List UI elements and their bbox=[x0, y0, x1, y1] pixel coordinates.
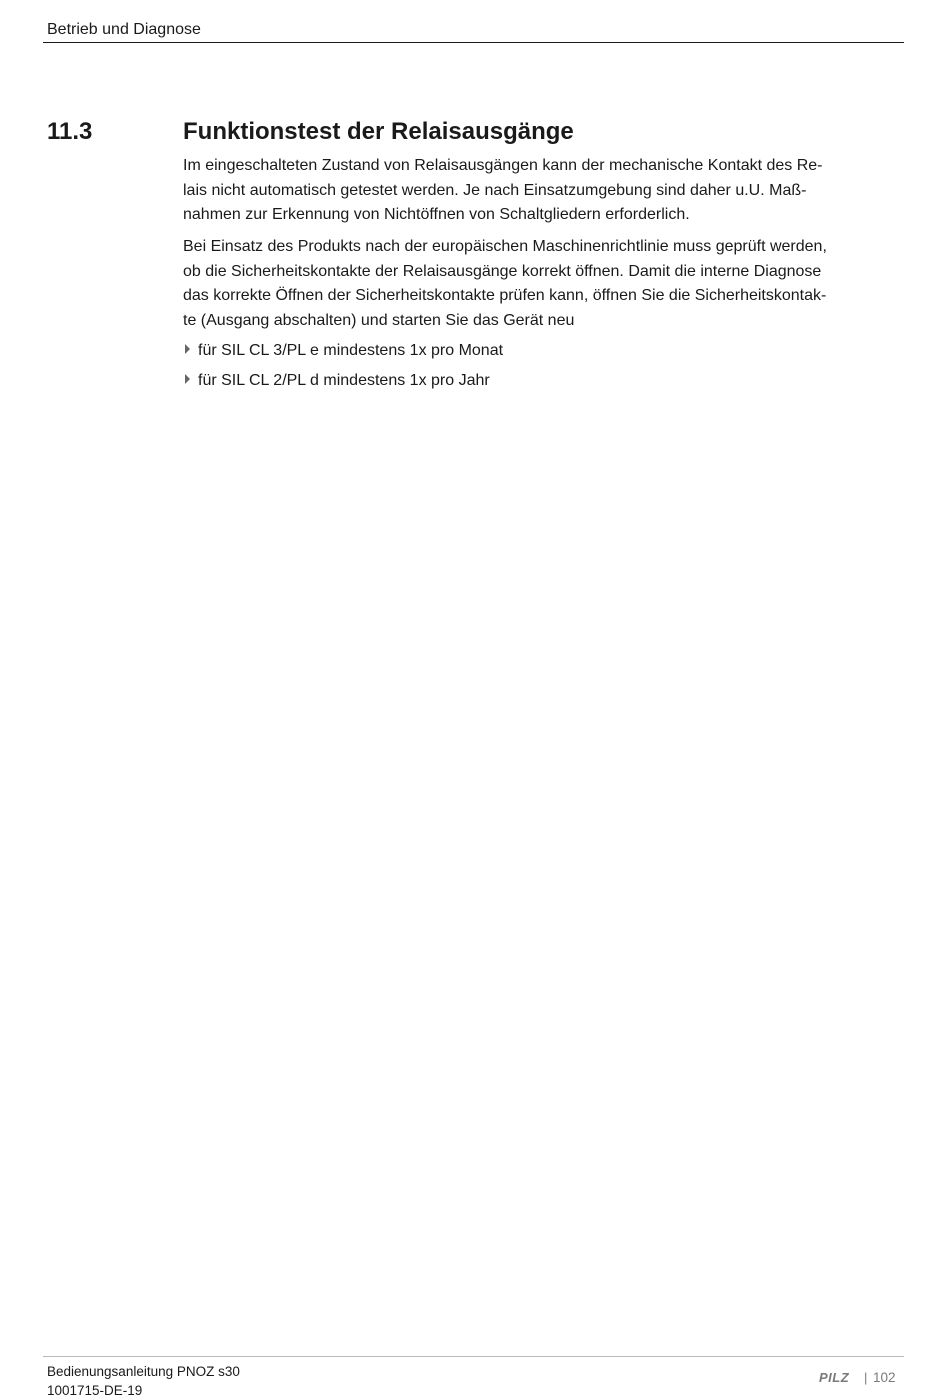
page-number: 102 bbox=[873, 1370, 896, 1385]
paragraph-line: ob die Sicherheitskontakte der Relaisausgänge korrekt öffnen. Damit die interne Diagnose bbox=[183, 262, 822, 280]
list-item-text: für SIL CL 3/PL e mindestens 1x pro Monat bbox=[198, 342, 504, 359]
document-number: 1001715-DE-19 bbox=[47, 1383, 143, 1398]
paragraph-line: te (Ausgang abschalten) und starten Sie das Gerät neu bbox=[183, 312, 575, 330]
pilz-logo: PILZ bbox=[819, 1370, 850, 1385]
running-header: Betrieb und Diagnose bbox=[47, 21, 201, 38]
footer-divider bbox=[43, 1356, 904, 1357]
paragraph-line: Im eingeschalteten Zustand von Relaisausgängen kann der mechanische Kontakt des Re- bbox=[183, 157, 823, 174]
triangle-bullet-icon bbox=[185, 374, 190, 384]
list-item bbox=[183, 340, 503, 362]
list-item bbox=[183, 370, 490, 392]
paragraph-line: Bei Einsatz des Produkts nach der europäischen Maschinenrichtlinie muss geprüft werden, bbox=[183, 238, 827, 255]
paragraph-machinery-directive bbox=[183, 235, 903, 334]
page-separator: | bbox=[864, 1370, 868, 1385]
list-item-text: für SIL CL 2/PL d mindestens 1x pro Jahr bbox=[198, 372, 490, 389]
footer-info bbox=[47, 1362, 240, 1400]
manual-title: Bedienungsanleitung PNOZ s30 bbox=[47, 1364, 240, 1379]
paragraph-line: nahmen zur Erkennung von Nichtöffnen von Schaltgliedern erforderlich. bbox=[183, 206, 690, 224]
triangle-bullet-icon bbox=[185, 344, 190, 354]
paragraph-line: das korrekte Öffnen der Sicherheitskontakte prüfen kann, öffnen Sie die Sicherheitskontak- bbox=[183, 287, 827, 305]
section-number: 11.3 bbox=[47, 118, 93, 145]
header-divider bbox=[43, 42, 904, 43]
paragraph-relay-test-intro bbox=[183, 154, 903, 228]
section-title: Funktionstest der Relaisausgänge bbox=[183, 118, 574, 145]
paragraph-line: lais nicht automatisch getestet werden. Je nach Einsatzumgebung sind daher u.U. Maß- bbox=[183, 181, 807, 199]
